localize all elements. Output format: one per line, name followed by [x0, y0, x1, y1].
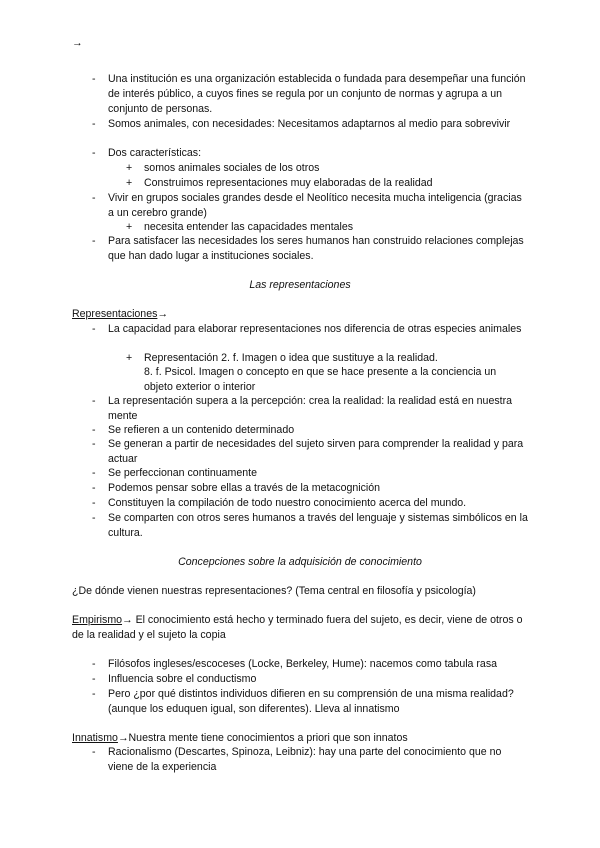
list-item: - Somos animales, con necesidades: Necesitamos adaptarnos al medio para sobrevivir: [92, 118, 511, 130]
section-title: Concepciones sobre la adquisición de conocimiento: [178, 556, 422, 568]
list-item: - Se generan a partir de necesidades del sujeto sirven para comprender la realidad y para actuar: [92, 438, 524, 465]
list-item: - Para satisfacer las necesidades los seres humanos han construido relaciones complejas que han dado lugar a instituciones sociales.: [92, 235, 524, 262]
list-item: - Racionalismo (Descartes, Spinoza, Leibniz): hay una parte del conocimiento que no viene de la experiencia: [92, 746, 502, 773]
list-item: - Influencia sobre el conductismo: [92, 673, 257, 685]
arrow: →: [157, 308, 168, 320]
sub-list-item: + Representación 2. f. Imagen o idea que sustituye a la realidad.: [126, 352, 438, 364]
innatismo-text: Nuestra mente tiene conocimientos a priori que son innatos: [128, 732, 408, 744]
sub-list-item: + Construimos representaciones muy elaboradas de la realidad: [126, 177, 433, 189]
arrow: →: [122, 614, 133, 626]
top-arrow: →: [72, 37, 83, 49]
list-item: - Se refieren a un contenido determinado: [92, 424, 295, 436]
sub-list-item: + somos animales sociales de los otros: [126, 162, 320, 174]
empirismo-heading: Empirismo: [72, 614, 123, 626]
list-item: - Filósofos ingleses/escoceses (Locke, Berkeley, Hume): nacemos como tabula rasa: [92, 658, 498, 670]
definition-text: 8. f. Psicol. Imagen o concepto en que se hace presente a la conciencia un objeto exterior o interior: [144, 366, 497, 393]
list-item: - La representación supera a la percepción: crea la realidad: la realidad está en nuestra mente: [92, 395, 512, 422]
list-item: - Podemos pensar sobre ellas a través de la metacognición: [92, 482, 381, 494]
empirismo-text: El conocimiento está hecho y terminado fuera del sujeto, es decir, viene de otros o de la realidad y el sujeto la copia: [72, 614, 523, 641]
innatismo-paragraph: [72, 731, 532, 746]
list-item: - Constituyen la compilación de todo nuestro conocimiento acerca del mundo.: [92, 497, 467, 509]
list-item: - La capacidad para elaborar representaciones nos diferencia de otras especies animales: [92, 323, 522, 335]
list-item: - Se perfeccionan continuamente: [92, 467, 258, 479]
rep-heading: Representaciones: [72, 308, 158, 320]
sub-list-item: + necesita entender las capacidades mentales: [126, 221, 354, 233]
section-title: Las representaciones: [249, 279, 351, 291]
list-item: - Dos características:: [92, 147, 202, 159]
innatismo-heading: Innatismo: [72, 732, 118, 744]
rep-heading-line: [72, 307, 532, 322]
empirismo-paragraph: [72, 613, 532, 643]
list-item: - Vivir en grupos sociales grandes desde el Neolítico necesita mucha inteligencia (gracias a un cerebro grande): [92, 192, 522, 219]
list-item: - Se comparten con otros seres humanos a través del lenguaje y sistemas simbólicos en la cultura.: [92, 512, 528, 539]
question-text: ¿De dónde vienen nuestras representaciones? (Tema central en filosofía y psicología): [72, 585, 476, 597]
list-item: - Una institución es una organización establecida o fundada para desempeñar una función de interés público, a cuyos fines se regula por un conjunto de normas y agrupa a un conjunto de personas.: [92, 73, 526, 115]
arrow: →: [117, 732, 129, 744]
list-item: - Pero ¿por qué distintos individuos difieren en su comprensión de una misma realidad? (aunque los eduquen igual, son diferentes). Lleva al innatismo: [92, 688, 514, 715]
